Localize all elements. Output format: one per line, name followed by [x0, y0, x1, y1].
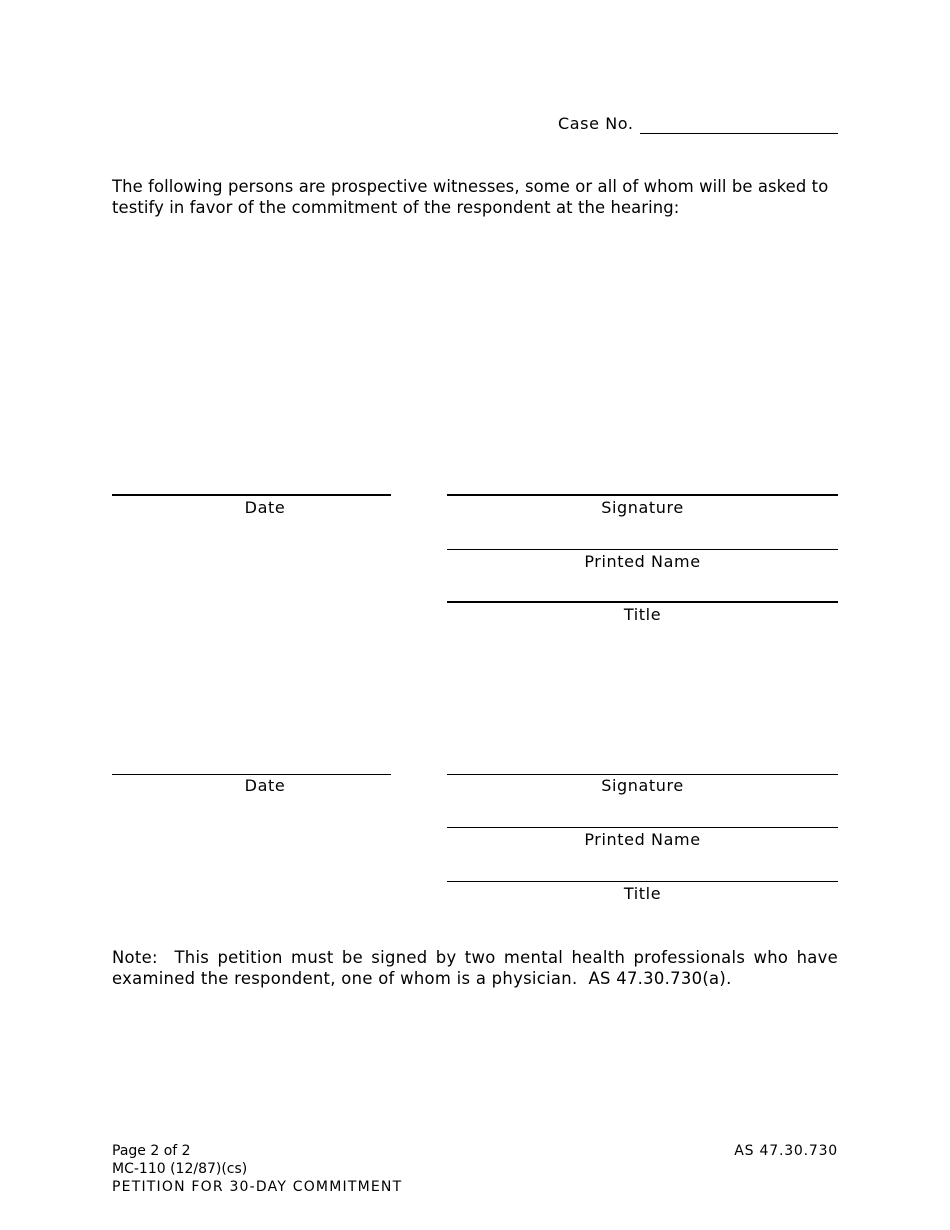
case-number-input-line[interactable]	[640, 113, 838, 134]
printed-name-label: Printed Name	[584, 830, 701, 849]
title-label: Title	[623, 605, 662, 624]
form-title: PETITION FOR 30-DAY COMMITMENT	[112, 1179, 403, 1195]
case-number-field	[558, 110, 838, 134]
statute-reference: AS 47.30.730	[734, 1143, 838, 1159]
printed-name-label: Printed Name	[584, 552, 701, 571]
signing-note: Note: This petition must be signed by two mental health professionals who have examined the respondent, one of whom is a physician. AS 47.30.730(a).	[112, 948, 844, 988]
date-label: Date	[244, 498, 286, 517]
signature-label: Signature	[601, 776, 684, 795]
page-number: Page 2 of 2	[112, 1143, 191, 1159]
witnesses-intro-text: The following persons are prospective witnesses, some or all of whom will be asked to testify in favor of the commitment of the respondent at the hearing:	[112, 177, 829, 217]
title-label: Title	[623, 884, 662, 903]
case-number-label: Case No.	[558, 114, 634, 133]
form-code: MC-110 (12/87)(cs)	[112, 1161, 248, 1177]
date-label: Date	[244, 776, 286, 795]
footer-left	[112, 1142, 402, 1196]
signature-label: Signature	[601, 498, 684, 517]
